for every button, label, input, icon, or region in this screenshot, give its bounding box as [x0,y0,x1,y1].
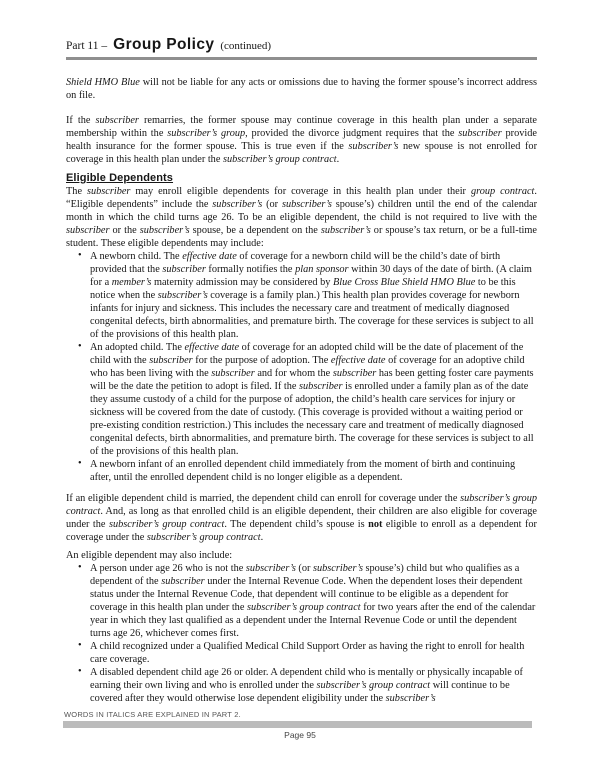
bullet-text [90,251,534,340]
header-continued-label: (continued) [220,40,272,52]
text-run: subscriber [149,355,193,366]
text-run: eligible to enroll as a dependent for coverage under the [66,519,537,543]
page-number: Page 95 [284,730,316,740]
text-run: or the [109,225,140,236]
text-run: (or [262,199,282,210]
text-run: and for whom the [254,368,333,379]
text-run: subscriber’s [320,225,371,236]
text-run: subscriber’s group contract [222,154,337,165]
text-run: subscriber’s group contract [108,519,225,530]
text-run: for two years after the end of the calendar year in which they last qualified as a dependent under the Internal Revenue Code or until the dependent turns age 26, whichever comes first. [90,602,536,639]
text-run: subscriber [211,368,255,379]
text-run: subscriber [95,115,139,126]
text-run: of coverage for a newborn child will be the child’s date of birth provided that the [90,251,501,275]
text-run: remarries, the former spouse may continue coverage in this health plan under a separate membership within the [66,115,538,139]
bullet-text [90,667,523,704]
text-run: will not be liable for any acts or omissions due to having the former spouse’s incorrect address on file. [66,77,537,101]
text-run: maternity admission may be considered by [151,277,333,288]
bullet-item [66,250,537,341]
text-run: is enrolled under a family plan as of the date they assume custody of a child for the purpose of adoption, the child’s health care services for injury or sickness will be covered from the date of custody. (This coverage is provided without a waiting period or pre-existing condition restriction.) This includes the necessary care and treatment of medically diagnosed congenital defects, birth abnormalities, and premature birth. The coverage for these services is subject to all of the provisions of this health plan. [90,381,534,457]
text-run: A person under age 26 who is not the [90,563,246,574]
text-run: . And, as long as that enrolled child is an eligible dependent, their children are also eligible for coverage under the [66,506,537,530]
header-part-label: Part 11 – [66,40,108,52]
bullet-item [66,341,537,458]
text-run: of coverage for an adopted child will be the date of placement of the child with the [90,342,524,366]
text-run: effective date [330,355,386,366]
text-run: Shield HMO Blue [66,77,140,88]
paragraph [66,76,537,102]
bullet-item [66,562,537,640]
text-run: subscriber’s group contract [66,493,538,517]
footer-italics-note: WORDS IN ITALICS ARE EXPLAINED IN PART 2. [64,710,241,719]
text-run: spouse, be a dependent on the [189,225,321,236]
text-run: of coverage for an adoptive child who has been living with the [90,355,525,379]
bullet-marker-icon: • [78,250,82,261]
text-run: subscriber [332,368,377,379]
text-run: coverage is a family plan.) This health plan provides coverage for newborn infants for injury and sickness. This includes the necessary care and treatment of medically diagnosed congenital defects, birth abnormalities, and premature birth. The coverage for these services is subject to all of the provisions of this health plan. [90,290,534,340]
text-run: or spouse’s tax return, or be a full-time student. These eligible dependents may include: [66,225,537,249]
text-run: The [66,186,87,197]
paragraph [66,114,537,166]
text-run: . [260,532,264,543]
text-run: spouse’s) child but who qualifies as a dependent of the [90,563,520,587]
text-run: An adopted child. The [90,342,185,353]
text-run: within 30 days of the date of birth. (A claim for a [90,264,532,288]
text-run: A disabled dependent child age 26 or older. A dependent child who is mentally or physically incapable of earning their own living and who is enrolled under the [90,667,523,691]
text-run: A newborn child. The [90,251,183,262]
text-run: subscriber [458,128,502,139]
text-run: . The dependent child’s spouse is [224,519,369,530]
text-run: subscriber’s [212,199,263,210]
text-run: subscriber’s [385,693,436,704]
bullet-item [66,640,537,666]
text-run: under the Internal Revenue Code. When the dependent loses their dependent status under the Internal Revenue Code, that dependent will continue to be eligible as a dependent for coverage in this health plan under the [90,576,523,613]
bullet-marker-icon: • [78,640,82,651]
text-run: to be this notice when the [90,277,516,301]
bullet-marker-icon: • [78,562,82,573]
text-run: group contract [470,186,535,197]
text-run: subscriber’s [245,563,296,574]
document-body [66,76,537,705]
paragraph [66,492,537,544]
text-run: plan sponsor [295,264,349,275]
text-run: subscriber [161,576,205,587]
text-run: subscriber’s [157,290,208,301]
text-run: subscriber’s [348,141,399,152]
text-run: . “Eligible dependents” include the [66,186,537,210]
text-run: If the [66,115,96,126]
text-run: Eligible Dependents [66,172,174,184]
bullet-text [90,563,535,639]
text-run: formally notifies the [205,264,296,275]
text-run: subscriber [86,186,131,197]
text-run: effective date [184,342,240,353]
text-run: may enroll eligible dependents for coverage in this health plan under their [130,186,471,197]
text-run: subscriber’s [312,563,363,574]
bullet-item [66,666,537,705]
text-run: subscriber’s group contract [316,680,431,691]
text-run: subscriber’s group contract [246,602,361,613]
header-title: Group Policy [113,36,215,53]
text-run: If an eligible dependent child is married, the dependent child can enroll for coverage under the [66,493,461,504]
bullet-text [90,641,524,665]
text-run: subscriber [299,381,343,392]
text-run: member’s [111,277,152,288]
text-run: Blue Cross Blue Shield HMO Blue [333,277,476,288]
text-run: A child recognized under a Qualified Medical Child Support Order as having the right to enroll for health care coverage. [90,641,525,665]
text-run: An eligible dependent may also include: [66,550,233,561]
paragraph [66,185,537,250]
text-run: , provided the divorce judgment requires that the [245,128,459,139]
section-heading [66,171,537,185]
text-run: subscriber’s group [167,128,246,139]
bullet-marker-icon: • [78,458,82,469]
text-run: subscriber’s [139,225,190,236]
bullet-item [66,458,537,484]
text-run: subscriber [66,225,110,236]
page-header [66,36,537,60]
text-run: has been getting foster care payments will be the date the petition to adopt is filed. If the [90,368,534,392]
text-run: . [336,154,340,165]
text-run: effective date [182,251,237,262]
text-run: (or [295,563,313,574]
header-rule [66,57,537,60]
text-run: subscriber’s group contract [146,532,261,543]
paragraph [66,549,537,562]
bullet-text [90,342,534,457]
text-run: will continue to be covered after they would otherwise lose dependent eligibility under the [90,680,510,704]
text-run: subscriber [162,264,206,275]
text-run: subscriber’s [281,199,332,210]
footer-divider-bar [63,721,532,728]
text-run: new spouse is not enrolled for coverage in this health plan under the [66,141,537,165]
text-run: spouse’s) children until the end of the calendar month in which the child turns age 26. To be an eligible dependent, the child is not required to live with the [66,199,538,223]
bullet-marker-icon: • [78,666,82,677]
text-run: A newborn infant of an enrolled dependent child immediately from the moment of birth and continuing after, until the enrolled dependent child is no longer eligible as a dependent. [90,459,516,483]
text-run: not [368,519,383,530]
bullet-text [90,459,515,483]
text-run: for the purpose of adoption. The [192,355,331,366]
bullet-marker-icon: • [78,341,82,352]
text-run: provide health insurance for the former spouse. This is true even if the [66,128,537,152]
header-line [66,36,537,54]
